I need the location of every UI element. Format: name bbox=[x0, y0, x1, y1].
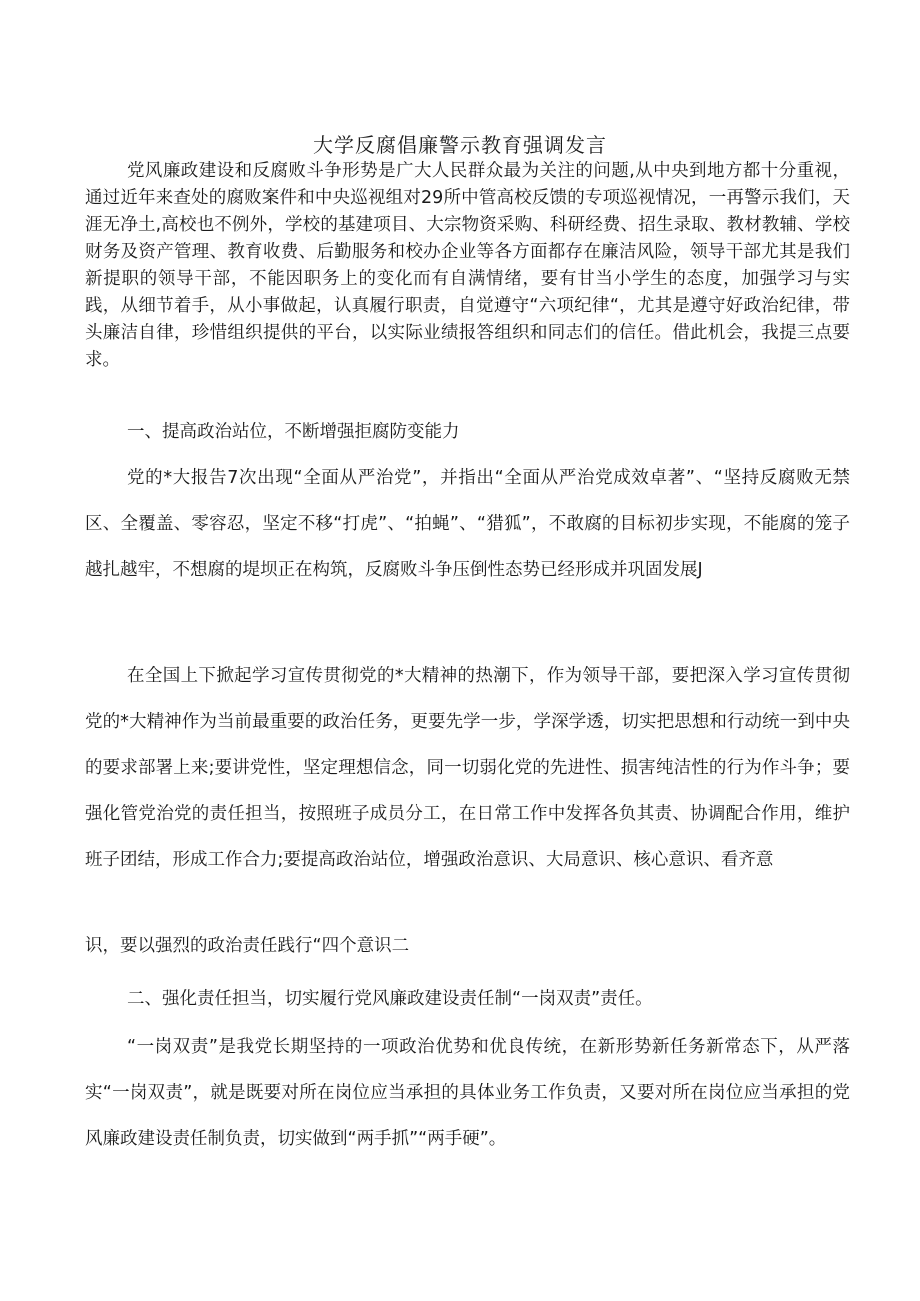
section-1-paragraph-2-tail: 识，要以强烈的政治责任践行“四个意识二 bbox=[85, 936, 410, 956]
section-2-heading: 二、强化责任担当，切实履行党风廉政建设责任制“一岗双责”责任。 bbox=[127, 989, 653, 1009]
section-1-paragraph-2: 在全国上下掀起学习宣传贯彻党的*大精神的热潮下，作为领导干部，要把深入学习宣传贯彻党的*大精神作为当前最重要的政治任务，更要先学一步，学深学透，切实把思想和行动统一到中央的要求部署上来;要讲党性，坚定理想信念，同一切弱化党的先进性、损害纯洁性的行为作斗争；要强化管党治党的责任担当，按照班子成员分工，在日常工作中发挥各负其责、协调配合作用，维护班子团结，形成工作合力;要提高政治站位，增强政治意识、大局意识、核心意识、看齐意 bbox=[85, 666, 850, 870]
section-1-paragraph-1: 党的*大报告7次出现“全面从严治党”，并指出“全面从严治党成效卓著”、“坚持反腐败无禁区、全覆盖、零容忍，坚定不移“打虎”、“拍蝇”、“猎狐”，不敢腐的目标初步实现，不能腐的笼子越扎越牢，不想腐的堤坝正在构筑，反腐败斗争压倒性态势已经形成并巩固发展J bbox=[85, 468, 850, 580]
document-title: 大学反腐倡廉警示教育强调发言 bbox=[313, 133, 607, 157]
section-2-paragraph-1: “一岗双责”是我党长期坚持的一项政治优势和优良传统，在新形势新任务新常态下，从严落实“一岗双责”，就是既要对所在岗位应当承担的具体业务工作负责，又要对所在岗位应当承担的党风廉政建设责任制负责，切实做到“两手抓”“两手硬”。 bbox=[85, 1037, 850, 1149]
intro-paragraph: 党风廉政建设和反腐败斗争形势是广大人民群众最为关注的问题,从中央到地方都十分重视，通过近年来查处的腐败案件和中央巡视组对29所中管高校反馈的专项巡视情况，一再警示我们，天涯无净土,高校也不例外，学校的基建项目、大宗物资采购、科研经费、招生录取、教材教辅、学校财务及资产管理、教育收费、后勤服务和校办企业等各方面都存在廉洁风险，领导干部尤其是我们新提职的领导干部，不能因职务上的变化而有自满情绪，要有甘当小学生的态度，加强学习与实践，从细节着手，从小事做起，认真履行职责，自觉遵守“六项纪律“，尤其是遵守好政治纪律，带头廉洁自律，珍惜组织提供的平台，以实际业绩报答组织和同志们的信任。借此机会，我提三点要求。 bbox=[85, 161, 850, 370]
section-1-heading: 一、提高政治站位，不断增强拒腐防变能力 bbox=[127, 422, 460, 442]
